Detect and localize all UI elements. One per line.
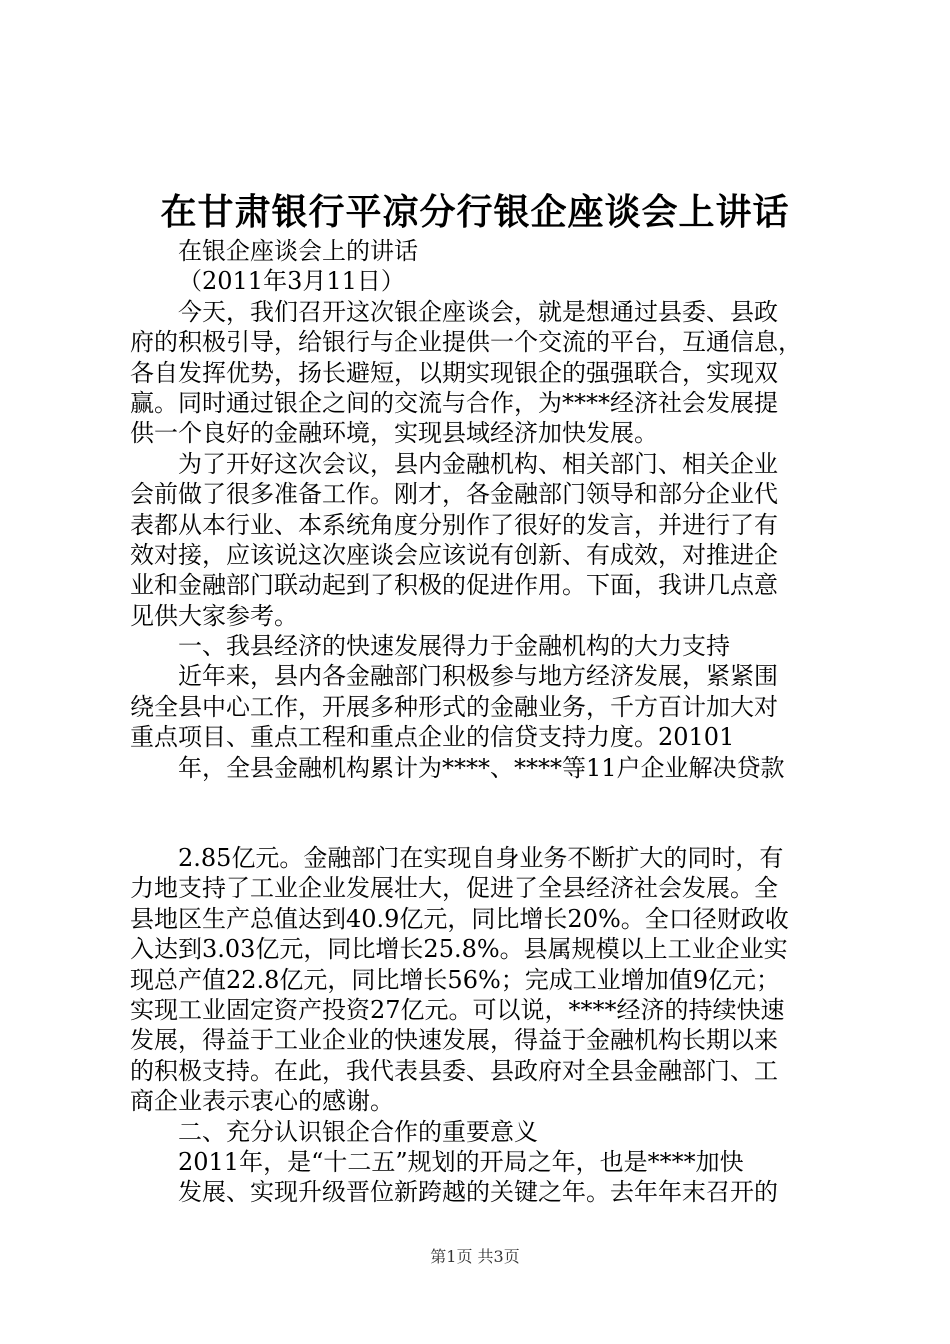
text-line: 各自发挥优势，扬长避短，以期实现银企的强强联合，实现双 <box>130 358 778 387</box>
text-line: 会前做了很多准备工作。刚才，各金融部门领导和部分企业代 <box>130 480 778 509</box>
text-line: 发展，得益于工业企业的快速发展，得益于金融机构长期以来 <box>130 1026 778 1055</box>
text-line: 的积极支持。在此，我代表县委、县政府对全县金融部门、工 <box>130 1056 778 1085</box>
text-line: 现总产值22.8亿元，同比增长56%；完成工业增加值9亿元； <box>130 965 781 994</box>
text-line: 见供大家参考。 <box>130 601 298 630</box>
text-line: 赢。同时通过银企之间的交流与合作，为****经济社会发展提 <box>130 388 778 417</box>
text-line: 供一个良好的金融环境，实现县域经济加快发展。 <box>130 419 658 448</box>
text-line: 年，全县金融机构累计为****、****等11户企业解决贷款 <box>178 753 785 782</box>
text-line: 表都从本行业、本系统角度分别作了很好的发言，并进行了有 <box>130 510 778 539</box>
section-heading: 一、我县经济的快速发展得力于金融机构的大力支持 <box>178 632 730 661</box>
text-line: 商企业表示衷心的感谢。 <box>130 1087 394 1116</box>
text-line: 绕全县中心工作，开展多种形式的金融业务，千方百计加大对 <box>130 692 778 721</box>
text-line: 2011年，是“十二五”规划的开局之年，也是****加快 <box>178 1147 744 1176</box>
text-line: 效对接，应该说这次座谈会应该说有创新、有成效，对推进企 <box>130 540 778 569</box>
subtitle-line: 在银企座谈会上的讲话 <box>178 237 418 265</box>
text-line: 2.85亿元。金融部门在实现自身业务不断扩大的同时，有 <box>178 844 784 873</box>
text-line: 近年来，县内各金融部门积极参与地方经济发展，紧紧围 <box>178 662 778 691</box>
page-number: 第1页 共3页 <box>430 1247 520 1266</box>
paragraph-gap <box>130 783 850 843</box>
text-line: 力地支持了工业企业发展壮大，促进了全县经济社会发展。全 <box>130 874 778 903</box>
text-line: 实现工业固定资产投资27亿元。可以说，****经济的持续快速 <box>130 995 785 1024</box>
text-line: 重点项目、重点工程和重点企业的信贷支持力度。20101 <box>130 723 735 752</box>
text-line: 县地区生产总值达到40.9亿元，同比增长20%。全口径财政收 <box>130 904 789 933</box>
text-line: 今天，我们召开这次银企座谈会，就是想通过县委、县政 <box>178 297 778 326</box>
document-body <box>130 236 850 1208</box>
text-line: 入达到3.03亿元，同比增长25.8%。县属规模以上工业企业实 <box>130 935 788 964</box>
text-line: 府的积极引导，给银行与企业提供一个交流的平台，互通信息， <box>130 328 802 357</box>
document-title: 在甘肃银行平凉分行银企座谈会上讲话 <box>160 191 790 233</box>
text-line: 业和金融部门联动起到了积极的促进作用。下面，我讲几点意 <box>130 571 778 600</box>
date-line: （2011年3月11日） <box>178 267 405 296</box>
text-line: 为了开好这次会议，县内金融机构、相关部门、相关企业 <box>178 449 778 478</box>
text-line: 发展、实现升级晋位新跨越的关键之年。去年年末召开的 <box>178 1178 778 1207</box>
section-heading: 二、充分认识银企合作的重要意义 <box>178 1117 538 1146</box>
